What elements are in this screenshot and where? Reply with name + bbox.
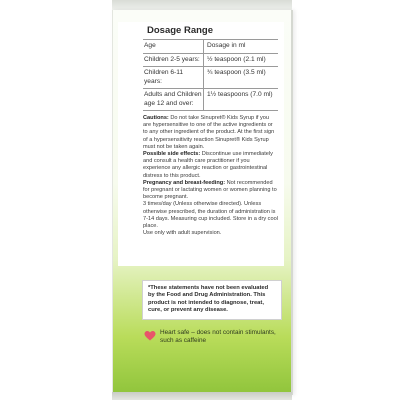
cautions-paragraph xyxy=(143,115,278,151)
dosage-age-cell: Adults and Children age 12 and over: xyxy=(143,89,204,111)
side-effects-paragraph xyxy=(143,151,278,180)
fda-statement-box: *These statements have not been evaluated by the Food and Drug Administration. This product is not intended to diagnose, treat, cure, or prevent any disease. xyxy=(142,280,282,320)
heart-icon xyxy=(144,330,156,342)
pregnancy-label: Pregnancy and breast-feeding: xyxy=(143,179,226,186)
cautions-text: Do not take Sinupret® Kids Syrup if you are hypersensitive to one of the active ingredients or to any other ingredient of the product. At the first sign of a hypersensitivity reaction Sinupret® Kids Syrup must not be taken again. xyxy=(143,115,275,150)
dosage-row xyxy=(143,53,278,67)
dosage-age-cell: Children 6-11 years: xyxy=(143,67,204,89)
dosage-row xyxy=(143,89,278,111)
pregnancy-text: Not recommended for pregnant or lactating women or women planning to become pregnant. xyxy=(143,179,277,201)
dosage-table xyxy=(143,39,278,111)
dosage-dose-cell: ¾ teaspoon (3.5 ml) xyxy=(204,67,279,89)
directions-paragraph: 3 times/day (Unless otherwise directed). Unless otherwise prescribed, the duration of administration is 7-14 days. Measuring cup included. Store in a dry cool place. xyxy=(143,201,278,230)
dosage-header-dose: Dosage in ml xyxy=(204,40,279,54)
dosage-header-row xyxy=(143,40,278,54)
cautions-label: Cautions: xyxy=(143,115,169,121)
supervision-paragraph: Use only with adult supervision. xyxy=(143,230,222,237)
dosage-dose-cell: ½ teaspoon (2.1 ml) xyxy=(204,53,279,67)
box-top-edge xyxy=(112,0,292,10)
heart-safe-text: Heart safe – does not contain stimulants, such as caffeine xyxy=(160,329,276,344)
box-bottom-edge xyxy=(112,392,292,400)
side-effects-text: Discontinue use immediately and consult a health care practitioner if you experience any allergic reaction or gastrointestinal distress to this product. xyxy=(143,151,273,179)
warnings-block xyxy=(143,115,278,237)
dosage-row xyxy=(143,67,278,89)
dosage-header-age: Age xyxy=(143,40,204,54)
dosage-dose-cell: 1½ teaspoons (7.0 ml) xyxy=(204,89,279,111)
pregnancy-paragraph xyxy=(143,180,278,202)
dosage-age-cell: Children 2-5 years: xyxy=(143,53,204,67)
dosage-title: Dosage Range xyxy=(147,25,213,36)
side-effects-label: Possible side effects: xyxy=(143,151,201,158)
